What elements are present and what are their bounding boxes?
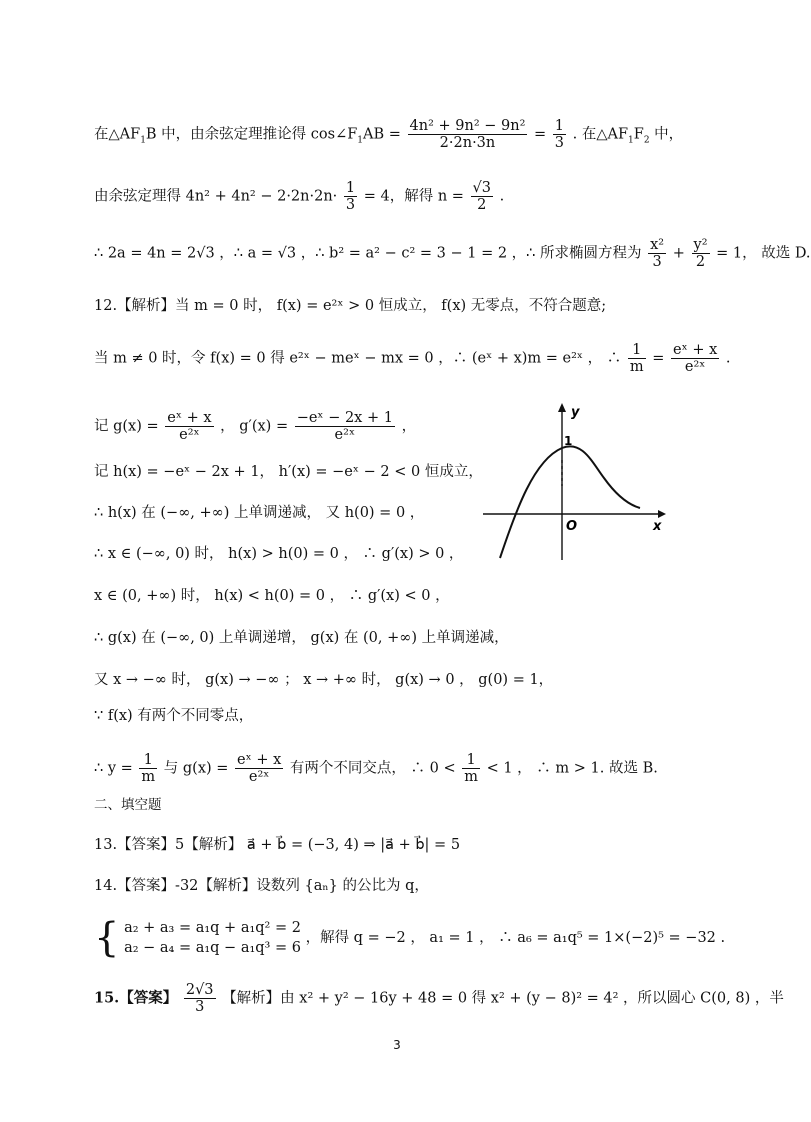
text-line-3 <box>94 237 811 270</box>
text-segment: F <box>633 126 644 143</box>
text-segment: 在△AF <box>94 126 141 143</box>
text-segment: 由余弦定理得 4n² + 4n² − 2·2n·2n· <box>94 188 338 205</box>
text-line-9: ∴ x ∈ (−∞, 0) 时， h(x) > h(0) = 0 ， ∴ g′(x) > 0 ， <box>94 546 464 562</box>
y-axis-label: y <box>571 405 580 420</box>
text-segment: ∴ y = <box>94 760 133 777</box>
fraction: $\frac{1}{m}$ <box>464 752 478 785</box>
text-line-5 <box>94 342 731 375</box>
text-segment: . <box>725 350 731 367</box>
function-graph <box>478 400 678 570</box>
text-segment: ，解得 q = −2 ， a₁ = 1 ， ∴ a₆ = a₁q⁵ = 1×(−2)⁵ = −32 . <box>305 930 726 946</box>
text-segment: B 中，由余弦定理推论得 cos∠F <box>145 126 358 143</box>
equation-system: a₂ + a₃ = a₁q + a₁q² = 2 a₂ − a₄ = a₁q − a₁q³ = 6 <box>124 920 301 956</box>
text-line-17: 14.【答案】-32【解析】设数列 {aₙ} 的公比为 q， <box>94 878 429 894</box>
text-line-13: ∵ f(x) 有两个不同零点， <box>94 708 254 724</box>
text-segment: 【解析】由 x² + y² − 16y + 48 = 0 得 x² + (y − 8)² = 4² ，所以圆心 C(0, 8) ，半 <box>222 990 784 1007</box>
fraction: $\frac{1}{m}$ <box>629 342 644 375</box>
y-tick-label: 1 <box>564 434 573 448</box>
text-segment: ， <box>401 418 417 435</box>
text-line-11: ∴ g(x) 在 (−∞, 0) 上单调递增， g(x) 在 (0, +∞) 上单调递减， <box>94 630 509 646</box>
fraction: $\frac{\text{−eˣ − 2x + 1}}{\text{e²ˣ}}$ <box>296 410 393 443</box>
text-segment: ∴ 2a = 4n = 2√3 ，∴ a = √3 ，∴ b² = a² − c² = 3 − 1 = 2 ，∴ 所求椭圆方程为 <box>94 245 642 262</box>
fraction: $\frac{\text{y²}}{2}$ <box>693 237 708 270</box>
text-segment: ， g′(x) = <box>220 418 289 435</box>
fraction: $\frac{\text{eˣ + x}}{\text{e²ˣ}}$ <box>237 752 282 785</box>
text-segment: 有两个不同交点， ∴ 0 < <box>289 760 456 777</box>
fraction: $\frac{2√3}{3}$ <box>185 982 214 1015</box>
text-segment: 15.【答案】 <box>94 989 178 1007</box>
page-number: 3 <box>393 1038 401 1052</box>
text-line-18 <box>94 915 726 961</box>
left-brace: { <box>94 915 120 961</box>
x-axis-arrow <box>658 510 666 518</box>
text-segment: 12.【解析】当 m = 0 时， f(x) = e²ˣ > 0 恒成立， f(x) 无零点，不符合题意; <box>94 298 607 314</box>
curve-g-of-x <box>500 446 640 558</box>
text-segment: = <box>652 350 665 367</box>
fraction: $\frac{1}{3}$ <box>345 180 356 213</box>
text-line-12: 又 x → −∞ 时， g(x) → −∞ ； x → +∞ 时， g(x) → 0 ， g(0) = 1， <box>94 672 554 688</box>
fraction: $\frac{\text{eˣ + x}}{\text{e²ˣ}}$ <box>673 342 718 375</box>
text-segment: = <box>534 126 547 143</box>
text-segment: < 1 ， ∴ m > 1. 故选 B. <box>486 760 658 777</box>
text-line-10: x ∈ (0, +∞) 时， h(x) < h(0) = 0 ， ∴ g′(x) < 0 ， <box>94 588 450 604</box>
fraction: $\frac{1}{3}$ <box>554 118 565 151</box>
text-line-19 <box>94 982 784 1015</box>
text-segment: . 在△AF <box>572 126 629 143</box>
text-segment: 与 g(x) = <box>163 760 229 777</box>
text-segment: 中， <box>649 126 684 143</box>
text-segment: 当 m ≠ 0 时，令 f(x) = 0 得 e²ˣ − meˣ − mx = 0 ，∴ (eˣ + x)m = e²ˣ ， ∴ <box>94 350 622 367</box>
text-line-7: 记 h(x) = −eˣ − 2x + 1， h′(x) = −eˣ − 2 < 0 恒成立， <box>94 464 483 480</box>
fraction: $\frac{\text{eˣ + x}}{\text{e²ˣ}}$ <box>167 410 212 443</box>
fraction: $\frac{\text{4n² + 9n² − 9n²}}{2\cdot 2n\cdot 3n}$ <box>409 118 526 151</box>
fraction: $\frac{√3}{2}$ <box>472 180 492 213</box>
text-segment: AB = <box>363 126 401 143</box>
text-line-1: 在$\triangle AF_1B$ 中，由余弦定理推论得 $\cos\angle F_1AB$ = $\frac{\text{4n² + 9n² − 9n²}}{2\cdot 2n\cdot 3n}$ = $\frac{1}{3}$ . 在$\triangle AF_1F_2$ 中， <box>94 118 684 151</box>
text-line-4 <box>94 296 606 316</box>
origin-label: O <box>566 519 578 534</box>
text-line-2 <box>94 180 504 213</box>
text-line-8: ∴ h(x) 在 (−∞, +∞) 上单调递减， 又 h(0) = 0 ， <box>94 505 425 521</box>
text-segment: . <box>499 188 505 205</box>
text-line-6 <box>94 410 416 443</box>
x-axis-label: x <box>653 519 662 534</box>
text-line-16: 13.【答案】5【解析】 a⃗ + b⃗ = (−3, 4) ⇒ |a⃗ + b⃗| = 5 <box>94 837 461 853</box>
text-segment: 记 g(x) = <box>94 418 159 435</box>
fraction: $\frac{\text{x²}}{3}$ <box>650 237 665 270</box>
text-segment: + <box>672 245 685 262</box>
fraction: $\frac{1}{m}$ <box>141 752 156 785</box>
text-segment: = 1， 故选 D. <box>716 245 811 262</box>
text-segment: = 4，解得 n = <box>363 188 464 205</box>
section-heading: 二、填空题 <box>94 797 162 813</box>
text-line-14 <box>94 752 658 785</box>
y-axis-arrow <box>558 403 566 412</box>
